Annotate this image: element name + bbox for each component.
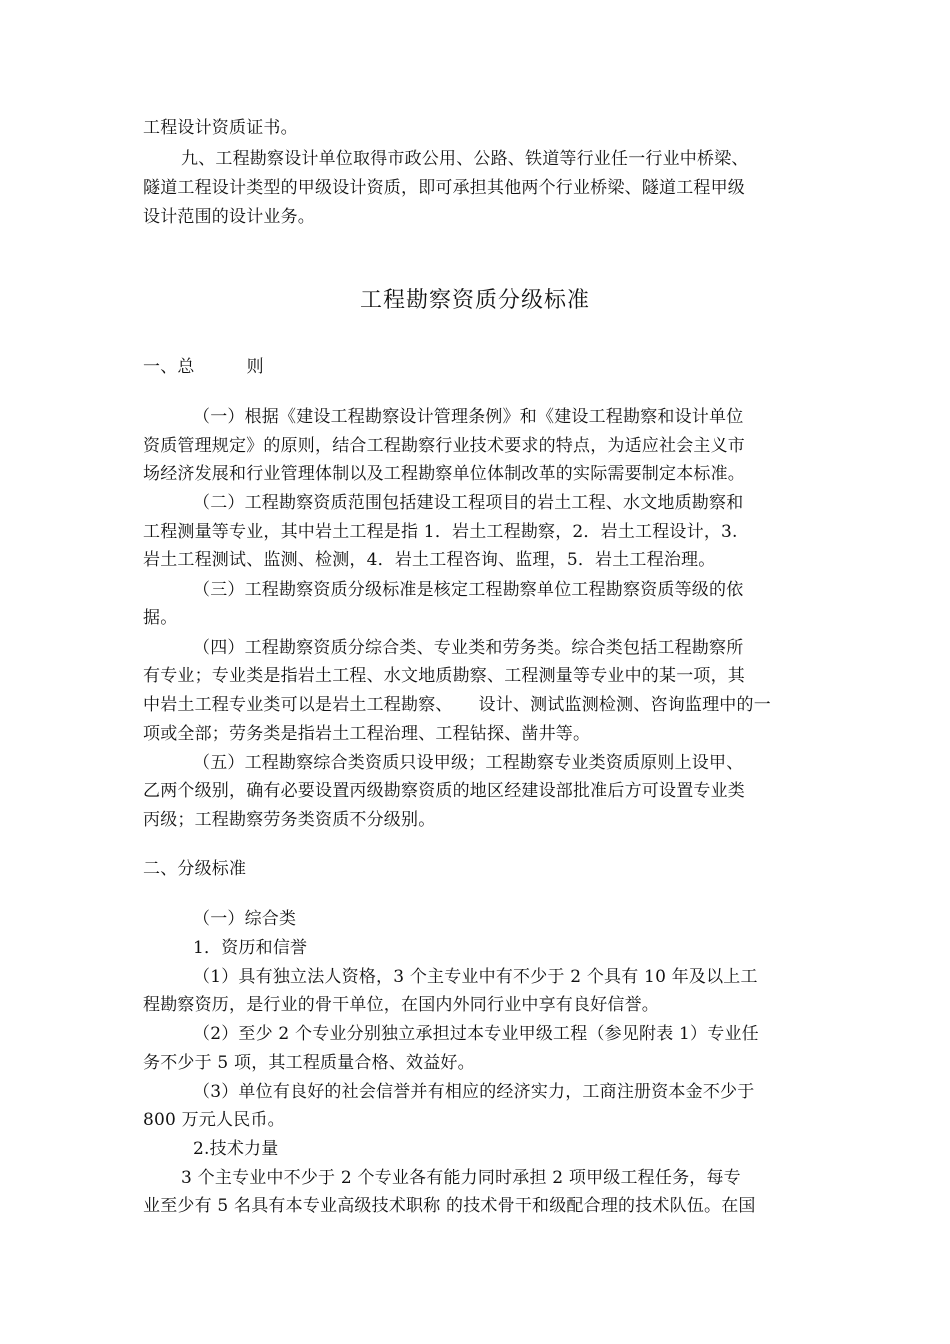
text-line: （二）工程勘察资质范围包括建设工程项目的岩土工程、水文地质勘察和 [193, 493, 744, 513]
item-heading: 1．资历和信誉 [193, 938, 308, 958]
text-line: （一）根据《建设工程勘察设计管理条例》和《建设工程勘察和设计单位 [193, 407, 744, 427]
text-line: （五）工程勘察综合类资质只设甲级；工程勘察专业类资质原则上设甲、 [193, 753, 744, 773]
document-title: 工程勘察资质分级标准 [359, 288, 590, 313]
text-line: 岩土工程测试、监测、检测，4．岩土工程咨询、监理，5．岩土工程治理。 [143, 550, 716, 570]
text-line: 业至少有 5 名具有本专业高级技术职称 的技术骨干和级配合理的技术队伍。在国 [143, 1196, 756, 1216]
text-line: 有专业；专业类是指岩土工程、水文地质勘察、工程测量等专业中的某一项，其 [143, 666, 745, 686]
text-line: （三）工程勘察资质分级标准是核定工程勘察单位工程勘察资质等级的依 [193, 580, 744, 600]
text-line: （3）单位有良好的社会信誉并有相应的经济实力，工商注册资本金不少于 [193, 1082, 755, 1102]
text-line: 3 个主专业中不少于 2 个专业各有能力同时承担 2 项甲级工程任务，每专 [181, 1168, 741, 1188]
text-line: 程勘察资历，是行业的骨干单位，在国内外同行业中享有良好信誉。 [143, 995, 659, 1015]
text-line: 据。 [143, 608, 178, 628]
section-heading: 二、分级标准 [143, 859, 247, 879]
text-line: 设计范围的设计业务。 [143, 207, 315, 227]
text-line: 务不少于 5 项，其工程质量合格、效益好。 [143, 1053, 475, 1073]
section-heading-part: 则 [246, 357, 264, 377]
text-line: 乙两个级别，确有必要设置丙级勘察资质的地区经建设部批准后方可设置专业类 [143, 781, 745, 801]
section-heading [143, 356, 264, 378]
text-line: 丙级；工程勘察劳务类资质不分级别。 [143, 810, 436, 830]
text-line: （2）至少 2 个专业分别独立承担过本专业甲级工程（参见附表 1）专业任 [193, 1024, 759, 1044]
text-line: 资质管理规定》的原则，结合工程勘察行业技术要求的特点，为适应社会主义市 [143, 436, 745, 456]
text-line: 项或全部；劳务类是指岩土工程治理、工程钻探、凿井等。 [143, 724, 591, 744]
text-line: （1）具有独立法人资格，3 个主专业中有不少于 2 个具有 10 年及以上工 [193, 967, 758, 987]
text-line: 场经济发展和行业管理体制以及工程勘察单位体制改革的实际需要制定本标准。 [143, 464, 745, 484]
text-line: 隧道工程设计类型的甲级设计资质，即可承担其他两个行业桥梁、隧道工程甲级 [143, 178, 745, 198]
text-line: 工程设计资质证书。 [143, 118, 298, 138]
text-line: 中岩土工程专业类可以是岩土工程勘察、 设计、测试监测检测、咨询监理中的一 [143, 695, 771, 715]
text-line: 九、工程勘察设计单位取得市政公用、公路、铁道等行业任一行业中桥梁、 [181, 149, 749, 169]
text-line: （四）工程勘察资质分综合类、专业类和劳务类。综合类包括工程勘察所 [193, 638, 744, 658]
section-heading-part: 一、总 [143, 357, 195, 377]
subsection-heading: （一）综合类 [193, 909, 297, 929]
text-line: 工程测量等专业，其中岩土工程是指 1．岩土工程勘察，2．岩土工程设计，3. [143, 522, 738, 542]
item-heading: 2.技术力量 [193, 1139, 279, 1159]
text-line: 800 万元人民币。 [143, 1110, 285, 1130]
